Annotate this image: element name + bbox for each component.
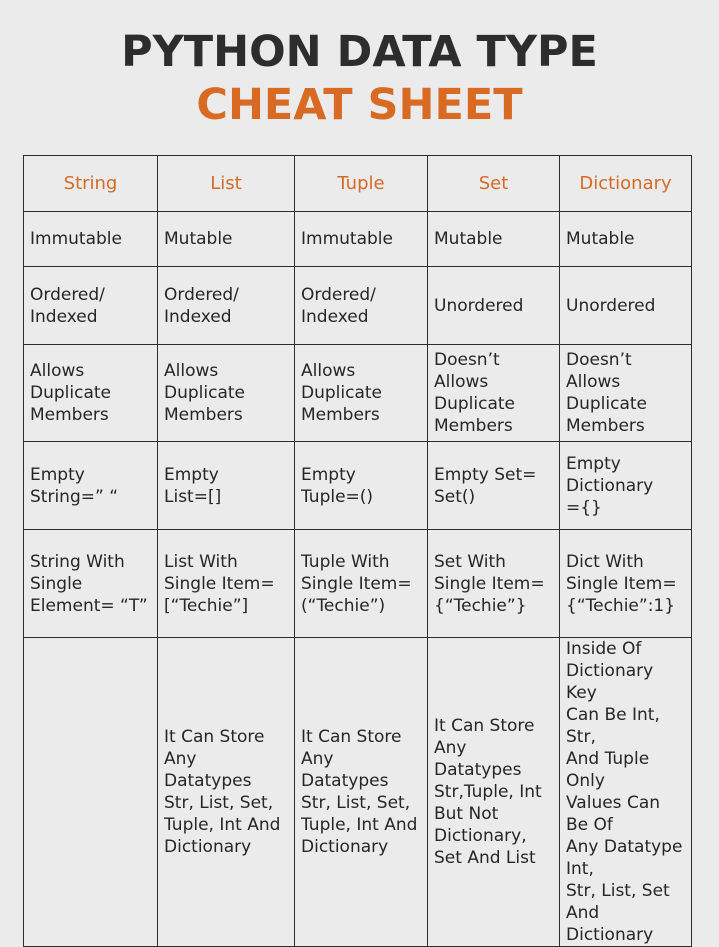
cell-string-datatypes <box>24 638 158 947</box>
title-line-2: CHEAT SHEET <box>196 80 523 130</box>
cell-tuple-mutability: Immutable <box>295 212 428 267</box>
cell-tuple-ordering: Ordered/ Indexed <box>295 267 428 345</box>
cell-list-ordering: Ordered/ Indexed <box>158 267 295 345</box>
row-ordering <box>24 267 692 345</box>
cell-list-duplicates: Allows Duplicate Members <box>158 345 295 442</box>
cell-tuple-duplicates: Allows Duplicate Members <box>295 345 428 442</box>
row-single-item <box>24 530 692 638</box>
cell-string-empty: Empty String=” “ <box>24 442 158 530</box>
cell-list-mutability: Mutable <box>158 212 295 267</box>
cheat-sheet-table <box>23 155 692 947</box>
cell-set-mutability: Mutable <box>428 212 560 267</box>
cell-tuple-single: Tuple With Single Item= (“Techie”) <box>295 530 428 638</box>
cell-string-single: String With Single Element= “T” <box>24 530 158 638</box>
header-string: String <box>24 156 158 212</box>
cell-dictionary-mutability: Mutable <box>560 212 692 267</box>
cell-string-ordering: Ordered/ Indexed <box>24 267 158 345</box>
cell-set-ordering: Unordered <box>428 267 560 345</box>
cell-set-duplicates: Doesn’t Allows Duplicate Members <box>428 345 560 442</box>
header-tuple: Tuple <box>295 156 428 212</box>
header-list: List <box>158 156 295 212</box>
cell-dictionary-ordering: Unordered <box>560 267 692 345</box>
cell-tuple-empty: Empty Tuple=() <box>295 442 428 530</box>
header-dictionary: Dictionary <box>560 156 692 212</box>
cell-set-datatypes: It Can Store Any Datatypes Str,Tuple, Int But Not Dictionary, Set And List <box>428 638 560 947</box>
title-line-1: PYTHON DATA TYPE <box>121 27 598 77</box>
row-datatypes <box>24 638 692 947</box>
cell-tuple-datatypes: It Can Store Any Datatypes Str, List, Set, Tuple, Int And Dictionary <box>295 638 428 947</box>
row-mutability <box>24 212 692 267</box>
cell-set-single: Set With Single Item= {“Techie”} <box>428 530 560 638</box>
cell-dictionary-empty: Empty Dictionary ={} <box>560 442 692 530</box>
cell-string-duplicates: Allows Duplicate Members <box>24 345 158 442</box>
cell-list-datatypes: It Can Store Any Datatypes Str, List, Set, Tuple, Int And Dictionary <box>158 638 295 947</box>
row-duplicates <box>24 345 692 442</box>
cell-list-empty: Empty List=[] <box>158 442 295 530</box>
header-set: Set <box>428 156 560 212</box>
cell-dictionary-single: Dict With Single Item= {“Techie”:1} <box>560 530 692 638</box>
cell-set-empty: Empty Set= Set() <box>428 442 560 530</box>
cell-dictionary-duplicates: Doesn’t Allows Duplicate Members <box>560 345 692 442</box>
cell-string-mutability: Immutable <box>24 212 158 267</box>
cell-dictionary-datatypes: Inside Of Dictionary Key Can Be Int, Str, And Tuple Only Values Can Be Of Any Datatype Int, Str, List, Set And Dictionary <box>560 638 692 947</box>
cell-list-single: List With Single Item= [“Techie”] <box>158 530 295 638</box>
header-row <box>24 156 692 212</box>
row-empty <box>24 442 692 530</box>
